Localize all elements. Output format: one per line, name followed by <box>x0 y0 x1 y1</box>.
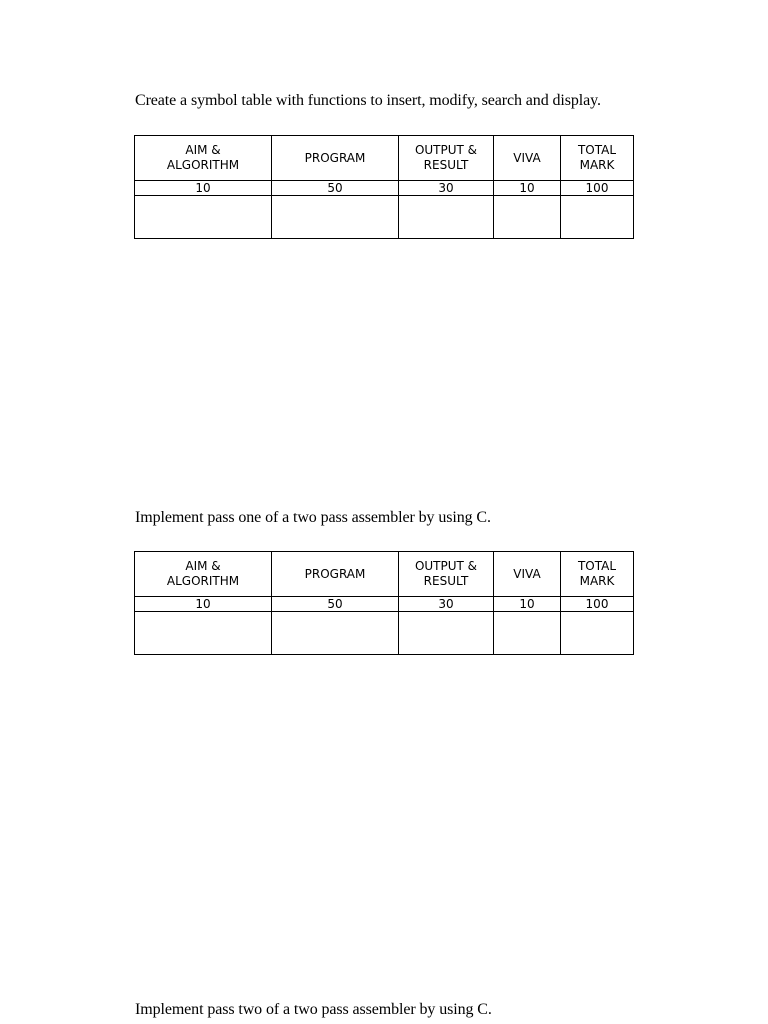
max-mark-cell: 30 <box>399 597 494 612</box>
header-line: RESULT <box>423 158 469 172</box>
awarded-mark-cell <box>272 196 399 239</box>
header-line: MARK <box>579 158 615 172</box>
awarded-marks-row <box>135 196 634 239</box>
header-cell-output-result <box>399 136 494 181</box>
max-mark-cell: 100 <box>561 597 634 612</box>
header-line: OUTPUT & <box>414 143 478 157</box>
header-line: RESULT <box>423 574 469 588</box>
max-mark-cell: 10 <box>494 597 561 612</box>
section-title: Implement pass two of a two pass assembler by using C. <box>135 1001 492 1018</box>
awarded-marks-row <box>135 612 634 655</box>
header-line: TOTAL <box>577 143 617 157</box>
header-cell-output-result <box>399 552 494 597</box>
max-mark-cell: 50 <box>272 181 399 196</box>
header-line: AIM & <box>185 559 221 573</box>
header-line: AIM & <box>185 143 221 157</box>
header-cell-program <box>272 136 399 181</box>
awarded-mark-cell <box>561 196 634 239</box>
awarded-mark-cell <box>399 196 494 239</box>
header-line: TOTAL <box>577 559 617 573</box>
max-mark-cell: 10 <box>135 181 272 196</box>
header-cell-total-mark <box>561 136 634 181</box>
awarded-mark-cell <box>135 612 272 655</box>
header-row <box>135 552 634 597</box>
marks-table <box>134 135 634 239</box>
awarded-mark-cell <box>494 612 561 655</box>
header-cell-program <box>272 552 399 597</box>
section-title: Implement pass one of a two pass assembler by using C. <box>135 509 491 526</box>
awarded-mark-cell <box>494 196 561 239</box>
header-line: VIVA <box>513 150 541 165</box>
max-mark-cell: 50 <box>272 597 399 612</box>
header-line: VIVA <box>513 566 541 581</box>
header-line: PROGRAM <box>304 150 366 165</box>
max-mark-cell: 100 <box>561 181 634 196</box>
header-line: OUTPUT & <box>414 559 478 573</box>
header-line: MARK <box>579 574 615 588</box>
marks-table <box>134 551 634 655</box>
max-marks-row <box>135 181 634 196</box>
awarded-mark-cell <box>272 612 399 655</box>
header-line: ALGORITHM <box>166 158 240 172</box>
header-cell-aim-algorithm <box>135 552 272 597</box>
header-cell-viva <box>494 136 561 181</box>
section-title: Create a symbol table with functions to insert, modify, search and display. <box>135 92 601 109</box>
awarded-mark-cell <box>135 196 272 239</box>
header-cell-aim-algorithm <box>135 136 272 181</box>
header-line: PROGRAM <box>304 566 366 581</box>
max-marks-row <box>135 597 634 612</box>
header-line: ALGORITHM <box>166 574 240 588</box>
max-mark-cell: 10 <box>494 181 561 196</box>
max-mark-cell: 10 <box>135 597 272 612</box>
awarded-mark-cell <box>561 612 634 655</box>
awarded-mark-cell <box>399 612 494 655</box>
max-mark-cell: 30 <box>399 181 494 196</box>
header-cell-total-mark <box>561 552 634 597</box>
header-row <box>135 136 634 181</box>
header-cell-viva <box>494 552 561 597</box>
